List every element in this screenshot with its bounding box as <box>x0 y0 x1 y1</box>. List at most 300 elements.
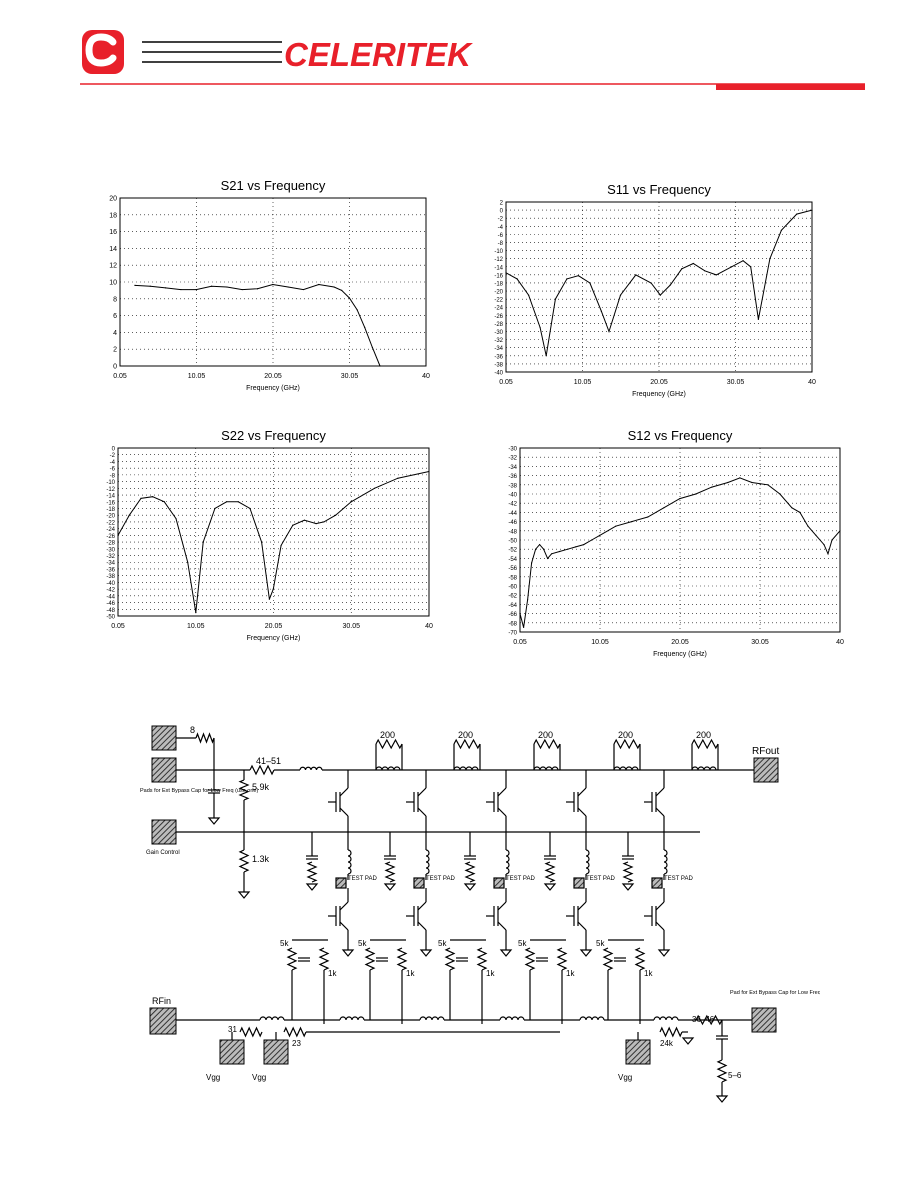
s22-ytick-label: -12 <box>106 486 115 493</box>
test-pad-label: TEST PAD <box>506 876 535 882</box>
shunt-resistor <box>308 862 316 882</box>
inductor <box>300 767 322 770</box>
s21-data-point <box>165 287 166 288</box>
r-div-bot-label: 1.3k <box>252 854 270 864</box>
s21-xtick-label: 40 <box>422 373 430 380</box>
r-24k-label: 24k <box>660 1039 673 1048</box>
s11-xtick-label: 20.05 <box>650 379 668 386</box>
resistor-31 <box>240 1028 262 1036</box>
resistor-200 <box>692 740 718 748</box>
s12-data-point <box>631 521 632 522</box>
chart-s22 <box>88 422 448 662</box>
s11-data-point <box>670 284 671 285</box>
s11-data-point <box>742 260 743 261</box>
ground-icon <box>307 884 317 890</box>
s11-data-point <box>635 274 636 275</box>
s12-xtick-label: 30.05 <box>751 639 769 646</box>
test-pad-label: TEST PAD <box>348 876 377 882</box>
s21-data-point <box>180 289 181 290</box>
fet-lower <box>578 902 586 910</box>
resistor-5k <box>526 948 534 970</box>
pad-bypass-right-label: Pad for Ext Bypass Cap for Low Freq <box>730 990 820 996</box>
s11-ytick-label: -14 <box>494 265 503 272</box>
gate-inductor <box>500 1017 524 1020</box>
s22-ytick-label: -8 <box>109 473 115 480</box>
test-pad <box>336 878 346 888</box>
s21-ytick-label: 16 <box>109 229 117 237</box>
s12-ytick-label: -32 <box>508 455 517 462</box>
s22-data-point <box>292 525 293 526</box>
rfout-label: RFout <box>752 746 780 757</box>
s21-ytick-label: 4 <box>113 329 117 337</box>
s21-data-point <box>341 290 342 291</box>
rfout-pad <box>754 758 778 782</box>
s12-ytick-label: -52 <box>508 547 517 554</box>
resistor-5-6 <box>718 1060 726 1082</box>
s22-ytick-label: -6 <box>109 466 115 473</box>
s22-data-point <box>316 523 317 524</box>
s21-ytick-label: 6 <box>113 313 117 321</box>
s11-data-point <box>781 230 782 231</box>
s21-series-line <box>135 285 380 367</box>
s11-ytick-label: -36 <box>494 354 503 361</box>
s21-ytick-label: 18 <box>109 212 117 220</box>
r-div-top-label: 5.9k <box>252 782 270 792</box>
s21-data-point <box>196 289 197 290</box>
s12-ytick-label: -36 <box>508 474 517 481</box>
resistor-5k-label: 5k <box>438 939 447 948</box>
s22-ytick-label: -30 <box>106 547 115 554</box>
s21-ytick-label: 20 <box>109 195 117 203</box>
s21-data-point <box>318 284 319 285</box>
s12-data-point <box>711 487 712 488</box>
chart-s12-svg <box>490 422 860 668</box>
s11-data-point <box>796 214 797 215</box>
s12-data-point <box>615 526 616 527</box>
s12-data-point <box>551 553 552 554</box>
s11-xlabel: Frequency (GHz) <box>632 391 686 398</box>
ground-icon <box>421 950 431 956</box>
s11-data-point <box>589 282 590 283</box>
s12-data-point <box>807 526 808 527</box>
s12-data-point <box>823 544 824 545</box>
rfin-label: RFin <box>152 996 172 1006</box>
s22-ytick-label: -42 <box>106 587 115 594</box>
s21-data-point <box>379 365 380 366</box>
fet-upper <box>498 808 506 816</box>
test-pad <box>494 878 504 888</box>
s22-ytick-label: -50 <box>106 614 115 621</box>
resistor-1k-label: 1k <box>644 969 653 978</box>
s22-data-point <box>304 520 305 521</box>
fet-upper <box>418 808 426 816</box>
test-pad-label: TEST PAD <box>426 876 455 882</box>
resistor-200 <box>614 740 640 748</box>
s11-data-point <box>539 327 540 328</box>
s12-ytick-label: -38 <box>508 483 517 490</box>
s11-xtick-label: 0.05 <box>499 379 513 386</box>
s11-data-point <box>505 272 506 273</box>
s12-ytick-label: -70 <box>508 630 517 637</box>
s22-data-point <box>214 508 215 509</box>
s21-ytick-label: 10 <box>109 279 117 287</box>
ground-icon <box>209 818 219 824</box>
s12-data-point <box>575 546 576 547</box>
s12-ytick-label: -54 <box>508 556 517 563</box>
source-inductor <box>586 850 589 874</box>
s12-ytick-label: -44 <box>508 510 517 517</box>
resistor-24k <box>660 1028 682 1036</box>
ground-icon <box>343 950 353 956</box>
s22-ytick-label: -10 <box>106 480 115 487</box>
resistor-5k-label: 5k <box>280 939 289 948</box>
s22-ytick-label: -44 <box>106 594 115 601</box>
s22-ytick-label: -22 <box>106 520 115 527</box>
gain-control-label: Gain Control <box>146 850 180 856</box>
s12-data-point <box>739 477 740 478</box>
s11-data-point <box>750 266 751 267</box>
s22-xtick-label: 20.05 <box>264 623 283 630</box>
s21-ytick-label: 12 <box>109 262 117 270</box>
s12-data-point <box>695 493 696 494</box>
s12-data-point <box>767 484 768 485</box>
s22-data-point <box>269 599 270 600</box>
s21-xlabel: Frequency (GHz) <box>246 385 300 392</box>
s22-data-point <box>164 501 165 502</box>
fet-upper <box>656 788 664 796</box>
s12-ytick-label: -48 <box>508 529 517 536</box>
fet-lower <box>498 922 506 930</box>
s12-data-point <box>647 516 648 517</box>
s12-data-point <box>839 530 840 531</box>
resistor-5k-label: 5k <box>358 939 367 948</box>
gate-inductor <box>420 1017 444 1020</box>
s22-data-point <box>273 589 274 590</box>
vgg-label-3: Vgg <box>618 1073 633 1082</box>
fet-upper <box>578 808 586 816</box>
resistor-5k <box>604 948 612 970</box>
fet-lower <box>418 902 426 910</box>
s22-data-point <box>195 612 196 613</box>
s12-data-point <box>591 539 592 540</box>
s11-data-point <box>716 274 717 275</box>
s12-data-point <box>535 549 536 550</box>
amplifier-schematic <box>140 720 820 1120</box>
schematic-diagram <box>140 720 820 1120</box>
s12-ytick-label: -40 <box>508 492 517 499</box>
s22-xtick-label: 0.05 <box>111 623 125 630</box>
chart-s11-svg <box>474 172 834 408</box>
resistor-5k <box>288 948 296 970</box>
fet-upper <box>340 808 348 816</box>
s11-data-point <box>731 266 732 267</box>
s11-xtick-label: 30.05 <box>726 379 745 386</box>
s22-title: S22 vs Frequency <box>221 428 326 443</box>
s11-ytick-label: 2 <box>499 200 503 207</box>
r-23-label: 23 <box>292 1039 301 1048</box>
s11-ytick-label: -34 <box>494 346 503 353</box>
s12-title: S12 vs Frequency <box>627 428 733 443</box>
s22-xtick-label: 10.05 <box>186 623 205 630</box>
s22-ytick-label: -14 <box>106 493 115 500</box>
page-header <box>0 0 918 100</box>
source-inductor <box>506 850 509 874</box>
s11-data-point <box>758 319 759 320</box>
feedback-resistor-label: 200 <box>380 730 396 740</box>
resistor-1k <box>398 948 406 970</box>
s12-ytick-label: -68 <box>508 621 517 628</box>
s11-data-point <box>578 275 579 276</box>
s11-xtick-label: 40 <box>808 379 816 386</box>
s22-ytick-label: -26 <box>106 533 115 540</box>
s21-data-point <box>364 327 365 328</box>
fet-lower <box>340 922 348 930</box>
chart-s11 <box>474 172 834 408</box>
fet-lower <box>418 922 426 930</box>
s22-ytick-label: -2 <box>109 453 115 460</box>
s21-ytick-label: 8 <box>113 296 117 304</box>
s21-data-point <box>257 288 258 289</box>
r-gate-label: 41–51 <box>256 756 282 766</box>
s12-ytick-label: -42 <box>508 501 517 508</box>
ground-icon <box>659 950 669 956</box>
s22-ytick-label: -18 <box>106 506 115 513</box>
s11-ytick-label: -40 <box>494 370 503 377</box>
s12-data-point <box>727 482 728 483</box>
s22-ytick-label: -32 <box>106 554 115 561</box>
s12-data-point <box>583 544 584 545</box>
s12-data-point <box>519 613 520 614</box>
s12-data-point <box>531 562 532 563</box>
s22-ytick-label: -20 <box>106 513 115 520</box>
ground-icon <box>385 884 395 890</box>
s22-data-point <box>397 478 398 479</box>
s22-data-point <box>249 508 250 509</box>
s12-ytick-label: -30 <box>508 446 517 453</box>
ground-icon <box>683 1038 693 1044</box>
s11-data-point <box>528 294 529 295</box>
s22-ytick-label: -36 <box>106 567 115 574</box>
s12-data-point <box>559 551 560 552</box>
resistor-200 <box>534 740 560 748</box>
s11-data-point <box>660 294 661 295</box>
s11-ytick-label: -26 <box>494 313 503 320</box>
fet-upper <box>656 808 664 816</box>
fet-lower <box>340 902 348 910</box>
r-top-label: 8 <box>190 725 196 735</box>
s12-data-point <box>815 535 816 536</box>
s22-ytick-label: -38 <box>106 574 115 581</box>
s11-data-point <box>704 270 705 271</box>
resistor-5k-label: 5k <box>596 939 605 948</box>
s11-ytick-label: -28 <box>494 321 503 328</box>
resistor-5k-label: 5k <box>518 939 527 948</box>
s12-xtick-label: 10.05 <box>591 639 609 646</box>
chart-s12 <box>490 422 860 668</box>
s12-ytick-label: -56 <box>508 566 517 573</box>
s11-ytick-label: -12 <box>494 257 503 264</box>
test-pad <box>574 878 584 888</box>
s21-data-point <box>303 289 304 290</box>
s11-data-point <box>517 278 518 279</box>
source-inductor <box>426 850 429 874</box>
s12-data-point <box>831 539 832 540</box>
source-inductor <box>664 850 667 874</box>
ground-icon <box>501 950 511 956</box>
s12-ytick-label: -60 <box>508 584 517 591</box>
s22-xlabel: Frequency (GHz) <box>246 635 301 642</box>
s12-ytick-label: -34 <box>508 464 517 471</box>
s11-ytick-label: 0 <box>499 208 503 215</box>
s21-data-point <box>211 286 212 287</box>
vgg-label-2: Vgg <box>252 1073 267 1082</box>
s21-data-point <box>372 347 373 348</box>
s11-ytick-label: -38 <box>494 362 503 369</box>
feedback-resistor-label: 200 <box>538 730 554 740</box>
vgg-label-1: Vgg <box>206 1073 221 1082</box>
s22-xtick-label: 30.05 <box>342 623 361 630</box>
bypass-pad-mid <box>152 758 176 782</box>
s21-data-point <box>349 297 350 298</box>
chart-s21-svg <box>88 172 448 402</box>
s21-data-point <box>272 284 273 285</box>
resistor-1k <box>478 948 486 970</box>
feedback-resistor-label: 200 <box>458 730 474 740</box>
feedback-resistor-label: 200 <box>696 730 712 740</box>
s12-ytick-label: -64 <box>508 602 517 609</box>
s12-ytick-label: -50 <box>508 538 517 545</box>
s22-data-point <box>374 488 375 489</box>
shunt-resistor <box>624 862 632 882</box>
resistor-23 <box>284 1028 306 1036</box>
pad-bypass-top-label: Pads for Ext Bypass Cap for Low Freq (use one) <box>140 788 259 794</box>
s12-ytick-label: -46 <box>508 520 517 527</box>
test-pad-label: TEST PAD <box>664 876 693 882</box>
r-31-label: 31 <box>228 1025 237 1034</box>
ground-icon <box>581 950 591 956</box>
s11-ytick-label: -4 <box>497 224 503 231</box>
ground-icon <box>239 892 249 898</box>
s11-data-point <box>681 268 682 269</box>
ground-icon <box>545 884 555 890</box>
shunt-resistor <box>466 862 474 882</box>
s22-ytick-label: -40 <box>106 580 115 587</box>
s11-data-point <box>693 263 694 264</box>
s11-ytick-label: -30 <box>494 330 503 337</box>
test-pad-label: TEST PAD <box>586 876 615 882</box>
s21-ytick-label: 2 <box>113 346 117 354</box>
r-36-46-label: 36–46 <box>692 1015 715 1024</box>
s12-xtick-label: 20.05 <box>671 639 689 646</box>
s22-data-point <box>351 501 352 502</box>
s22-data-point <box>152 496 153 497</box>
s11-ytick-label: -2 <box>497 216 503 223</box>
s11-ytick-label: -16 <box>494 273 503 280</box>
s22-data-point <box>323 521 324 522</box>
s12-data-point <box>567 549 568 550</box>
vgg-pad-3 <box>626 1040 650 1064</box>
fet-lower <box>656 902 664 910</box>
gate-inductor <box>654 1017 678 1020</box>
gate-inductor <box>580 1017 604 1020</box>
s21-data-point <box>150 286 151 287</box>
fet-upper <box>578 788 586 796</box>
s12-data-point <box>543 549 544 550</box>
rfin-pad <box>150 1008 176 1034</box>
s22-data-point <box>203 541 204 542</box>
fet-lower <box>578 922 586 930</box>
bypass-pad-top <box>152 726 176 750</box>
s21-title: S21 vs Frequency <box>220 178 326 193</box>
s11-ytick-label: -32 <box>494 338 503 345</box>
chart-s22-svg <box>88 422 448 662</box>
ground-icon <box>717 1096 727 1102</box>
resistor-1k <box>558 948 566 970</box>
s22-ytick-label: -16 <box>106 500 115 507</box>
resistor-1k-label: 1k <box>486 969 495 978</box>
s21-xtick-label: 10.05 <box>187 373 206 380</box>
s11-ytick-label: -22 <box>494 297 503 304</box>
s22-data-point <box>117 535 118 536</box>
resistor-1k <box>320 948 328 970</box>
s22-data-point <box>280 545 281 546</box>
s22-data-point <box>129 515 130 516</box>
s22-ytick-label: -28 <box>106 540 115 547</box>
fet-upper <box>418 788 426 796</box>
resistor-1k-label: 1k <box>566 969 575 978</box>
fet-upper <box>340 788 348 796</box>
s22-data-point <box>226 501 227 502</box>
s11-data-point <box>811 209 812 210</box>
s11-ytick-label: -18 <box>494 281 503 288</box>
shunt-resistor <box>546 862 554 882</box>
resistor-200 <box>454 740 480 748</box>
s22-data-point <box>175 518 176 519</box>
ground-icon <box>623 884 633 890</box>
gate-inductor <box>340 1017 364 1020</box>
fet-upper <box>498 788 506 796</box>
s11-data-point <box>769 258 770 259</box>
s11-title: S11 vs Frequency <box>607 182 711 197</box>
s22-xtick-label: 40 <box>425 623 433 630</box>
s12-ytick-label: -62 <box>508 593 517 600</box>
s11-data-point <box>566 278 567 279</box>
s22-data-point <box>335 515 336 516</box>
source-inductor <box>348 850 351 874</box>
s11-data-point <box>651 282 652 283</box>
s12-ytick-label: -58 <box>508 575 517 582</box>
s11-data-point <box>601 311 602 312</box>
s22-data-point <box>187 562 188 563</box>
s11-ytick-label: -24 <box>494 305 503 312</box>
s12-xtick-label: 40 <box>836 639 844 646</box>
s22-ytick-label: -34 <box>106 560 115 567</box>
test-pad <box>414 878 424 888</box>
s12-ytick-label: -66 <box>508 612 517 619</box>
resistor-1k-label: 1k <box>328 969 337 978</box>
s22-data-point <box>428 471 429 472</box>
brand-name: CELERITEK <box>284 36 472 73</box>
s12-data-point <box>791 507 792 508</box>
s22-ytick-label: -46 <box>106 601 115 608</box>
resistor-5k <box>366 948 374 970</box>
s21-data-point <box>288 286 289 287</box>
test-pad <box>652 878 662 888</box>
fet-lower <box>498 902 506 910</box>
celeritek-logo-icon <box>82 30 124 74</box>
s12-data-point <box>599 535 600 536</box>
s12-data-point <box>527 599 528 600</box>
